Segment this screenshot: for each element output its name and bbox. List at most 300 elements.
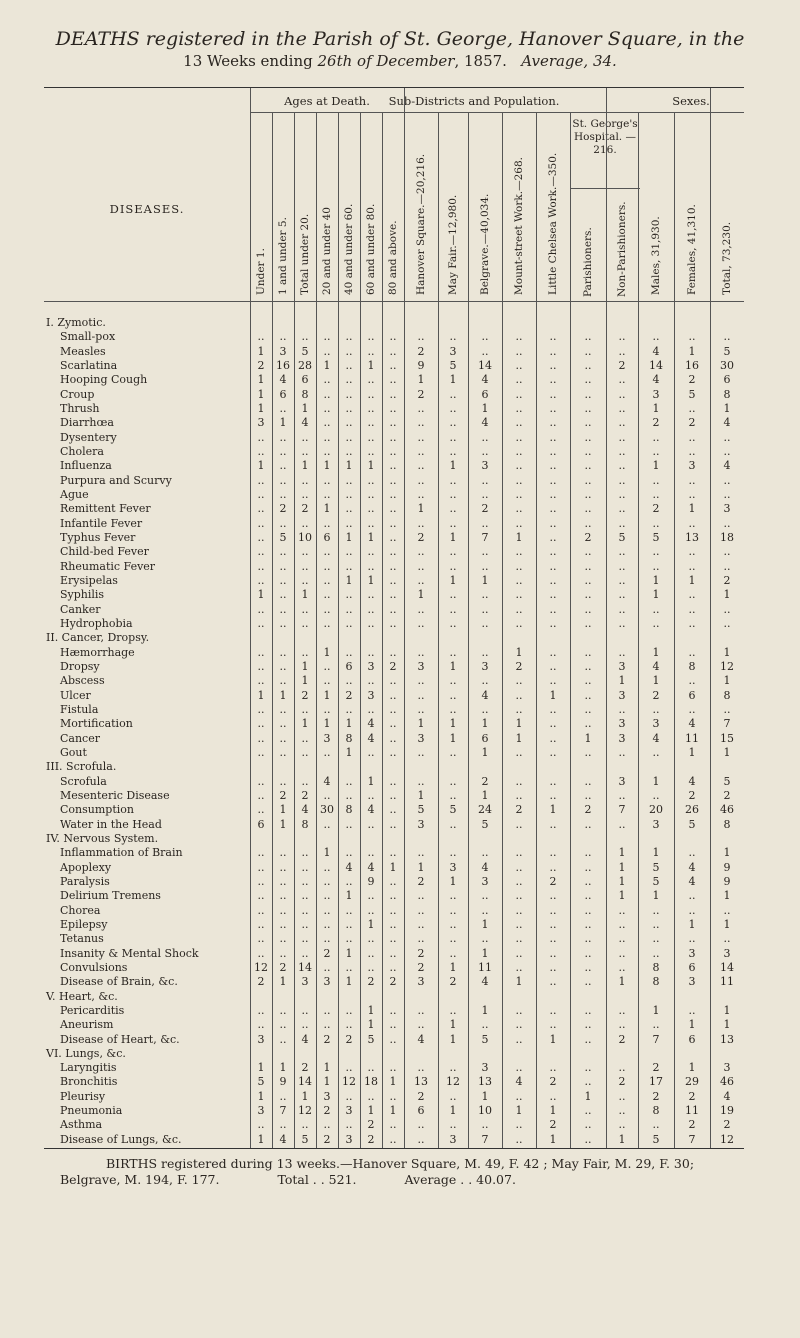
table-cell: .. (345, 1118, 353, 1132)
hospital-group-heading: St. George's Hospital. —216. (572, 118, 638, 156)
table-cell: 4 (688, 774, 696, 788)
table-cell: 3 (618, 731, 626, 745)
row-label: Disease of Heart, &c. (60, 1032, 180, 1046)
table-cell: .. (301, 1003, 309, 1017)
row-label: Inflammation of Brain (60, 846, 183, 860)
table-cell: .. (584, 903, 592, 917)
table-cell: 4 (723, 459, 731, 473)
table-cell: .. (688, 889, 696, 903)
births-belgrave: Belgrave, M. 194, F. 177. (60, 1172, 220, 1187)
table-cell: .. (688, 401, 696, 415)
table-cell: 3 (652, 387, 660, 401)
table-cell: 1 (279, 803, 287, 817)
table-cell: .. (584, 387, 592, 401)
table-cell: 5 (367, 1032, 375, 1046)
table-cell: .. (688, 545, 696, 559)
page-subtitle (0, 52, 800, 70)
table-cell: .. (367, 674, 375, 688)
table-cell: .. (481, 444, 489, 458)
table-cell: 2 (279, 502, 287, 516)
table-cell: .. (345, 917, 353, 931)
table-cell: .. (549, 373, 557, 387)
table-cell: 4 (652, 731, 660, 745)
table-cell: .. (345, 401, 353, 415)
table-cell: .. (688, 903, 696, 917)
table-cell: .. (449, 602, 457, 616)
table-cell: .. (549, 416, 557, 430)
table-cell: 3 (481, 874, 489, 888)
table-cell: 1 (449, 960, 457, 974)
table-cell: .. (257, 788, 265, 802)
table-cell: .. (515, 1089, 523, 1103)
table-cell: .. (618, 1104, 626, 1118)
table-cell: .. (345, 616, 353, 630)
table-cell: 1 (515, 717, 523, 731)
table-cell: 1 (301, 459, 309, 473)
table-cell: 4 (688, 717, 696, 731)
table-cell: .. (449, 903, 457, 917)
table-cell: .. (279, 645, 287, 659)
table-cell: .. (345, 588, 353, 602)
table-cell: 3 (417, 817, 425, 831)
table-cell: .. (389, 1118, 397, 1132)
table-cell: 4 (367, 717, 375, 731)
table-cell: .. (367, 960, 375, 974)
table-cell: 3 (345, 1132, 353, 1146)
table-cell: .. (389, 516, 397, 530)
table-cell: .. (367, 846, 375, 860)
table-cell: .. (301, 917, 309, 931)
table-cell: .. (279, 1003, 287, 1017)
table-cell: .. (515, 932, 523, 946)
row-label: Paralysis (60, 874, 110, 888)
table-cell: .. (584, 459, 592, 473)
table-cell: .. (257, 516, 265, 530)
table-cell: .. (389, 502, 397, 516)
table-cell: .. (345, 559, 353, 573)
table-cell: .. (449, 745, 457, 759)
table-cell: .. (515, 516, 523, 530)
table-cell: .. (301, 330, 309, 344)
table-cell: 1 (367, 1003, 375, 1017)
table-cell: .. (345, 817, 353, 831)
table-cell: .. (389, 330, 397, 344)
table-cell: .. (345, 645, 353, 659)
table-cell: 2 (345, 688, 353, 702)
table-cell: 1 (449, 530, 457, 544)
table-cell: .. (723, 616, 731, 630)
table-cell: .. (688, 487, 696, 501)
table-cell: 16 (685, 358, 699, 372)
table-cell: 9 (723, 860, 731, 874)
table-cell: .. (549, 330, 557, 344)
table-cell: .. (618, 917, 626, 931)
table-cell: .. (515, 502, 523, 516)
table-cell: .. (367, 903, 375, 917)
table-cell: 1 (618, 874, 626, 888)
table-cell: 3 (723, 502, 731, 516)
table-cell: 1 (367, 1104, 375, 1118)
table-cell: .. (481, 344, 489, 358)
table-cell: .. (345, 416, 353, 430)
row-label: Small-pox (60, 330, 116, 344)
table-cell: .. (257, 530, 265, 544)
table-cell: .. (323, 1118, 331, 1132)
table-cell: .. (515, 817, 523, 831)
table-cell: 1 (481, 788, 489, 802)
table-cell: .. (688, 602, 696, 616)
table-cell: 1 (367, 917, 375, 931)
table-cell: .. (584, 702, 592, 716)
table-cell: .. (389, 459, 397, 473)
table-cell: .. (449, 502, 457, 516)
table-cell: 1 (323, 846, 331, 860)
table-cell: .. (323, 516, 331, 530)
table-cell: 2 (549, 874, 557, 888)
table-cell: .. (389, 358, 397, 372)
table-cell: .. (257, 444, 265, 458)
row-label: Canker (60, 602, 101, 616)
table-cell: 2 (417, 960, 425, 974)
table-cell: 1 (323, 358, 331, 372)
table-cell: 1 (549, 1104, 557, 1118)
table-cell: 7 (618, 803, 626, 817)
table-cell: .. (515, 387, 523, 401)
table-cell: 1 (515, 645, 523, 659)
table-cell: .. (301, 774, 309, 788)
table-cell: 1 (723, 645, 731, 659)
table-cell: .. (481, 473, 489, 487)
table-cell: 4 (279, 1132, 287, 1146)
table-cell: .. (515, 917, 523, 931)
table-cell: 6 (723, 373, 731, 387)
table-cell: .. (323, 960, 331, 974)
table-cell: .. (323, 874, 331, 888)
table-cell: .. (449, 1089, 457, 1103)
table-cell: .. (417, 516, 425, 530)
row-label: Infantile Fever (60, 516, 143, 530)
table-cell: .. (584, 1061, 592, 1075)
table-cell: .. (345, 1089, 353, 1103)
table-cell: .. (481, 516, 489, 530)
table-cell: .. (257, 889, 265, 903)
table-cell: .. (549, 545, 557, 559)
table-cell: 8 (688, 659, 696, 673)
table-cell: .. (257, 1118, 265, 1132)
table-cell: 29 (685, 1075, 699, 1089)
table-cell: .. (449, 545, 457, 559)
table-cell: 2 (367, 1118, 375, 1132)
table-cell: .. (515, 344, 523, 358)
table-cell: .. (584, 659, 592, 673)
table-cell: .. (584, 430, 592, 444)
table-cell: 5 (449, 803, 457, 817)
table-cell: .. (389, 774, 397, 788)
table-cell: 1 (723, 889, 731, 903)
row-label: Child-bed Fever (60, 545, 149, 559)
table-cell: 3 (449, 860, 457, 874)
table-cell: .. (584, 674, 592, 688)
table-cell: .. (618, 1003, 626, 1017)
table-cell: 5 (279, 530, 287, 544)
table-cell: .. (549, 717, 557, 731)
table-cell: 9 (367, 874, 375, 888)
table-cell: 24 (478, 803, 492, 817)
table-cell: .. (688, 444, 696, 458)
table-cell: 4 (301, 1032, 309, 1046)
subtitle-period: 13 Weeks ending (183, 52, 313, 70)
table-cell: 2 (652, 502, 660, 516)
table-cell: 46 (720, 803, 734, 817)
table-cell: 1 (652, 889, 660, 903)
table-cell: .. (301, 573, 309, 587)
table-cell: .. (449, 588, 457, 602)
table-cell: .. (279, 545, 287, 559)
table-cell: .. (549, 573, 557, 587)
table-cell: 12 (342, 1075, 356, 1089)
table-cell: 1 (323, 717, 331, 731)
table-cell: .. (449, 387, 457, 401)
table-cell: .. (652, 602, 660, 616)
table-cell: 13 (478, 1075, 492, 1089)
table-cell: .. (618, 960, 626, 974)
table-cell: .. (723, 932, 731, 946)
table-cell: .. (652, 1118, 660, 1132)
table-cell: .. (549, 358, 557, 372)
table-cell: .. (584, 358, 592, 372)
table-cell: 6 (688, 688, 696, 702)
table-cell: .. (618, 1018, 626, 1032)
table-cell: .. (515, 444, 523, 458)
row-label: Scrofula (60, 774, 107, 788)
table-cell: .. (618, 516, 626, 530)
table-cell: .. (279, 459, 287, 473)
table-cell: .. (549, 516, 557, 530)
table-cell: .. (279, 602, 287, 616)
row-label: Measles (60, 344, 106, 358)
column-header: Males, 31,930. (650, 216, 662, 295)
table-cell: .. (449, 774, 457, 788)
column-header: Under 1. (255, 248, 267, 295)
table-cell: .. (449, 788, 457, 802)
table-cell: .. (301, 1118, 309, 1132)
table-cell: 1 (257, 387, 265, 401)
table-cell: 7 (481, 530, 489, 544)
table-cell: .. (345, 1003, 353, 1017)
table-cell: .. (279, 1032, 287, 1046)
table-cell: 3 (367, 659, 375, 673)
column-header: 80 and above. (387, 220, 399, 295)
table-cell: .. (723, 702, 731, 716)
table-cell: .. (257, 430, 265, 444)
table-cell: .. (652, 444, 660, 458)
row-label: I. Zymotic. (46, 316, 106, 329)
table-cell: .. (584, 688, 592, 702)
table-cell: .. (389, 946, 397, 960)
row-label: Bronchitis (60, 1075, 118, 1089)
table-cell: .. (417, 1061, 425, 1075)
table-cell: .. (449, 559, 457, 573)
table-cell: 1 (449, 459, 457, 473)
table-cell: .. (481, 430, 489, 444)
table-cell: 1 (345, 745, 353, 759)
table-cell: .. (449, 946, 457, 960)
table-cell: 2 (688, 1089, 696, 1103)
table-cell: .. (549, 817, 557, 831)
table-cell: .. (345, 473, 353, 487)
table-cell: 1 (515, 1104, 523, 1118)
table-cell: 1 (301, 717, 309, 731)
table-cell: .. (618, 430, 626, 444)
table-cell: .. (549, 659, 557, 673)
table-cell: 14 (298, 960, 312, 974)
table-cell: 2 (417, 344, 425, 358)
table-cell: .. (417, 1018, 425, 1032)
table-cell: .. (584, 946, 592, 960)
table-cell: 1 (549, 1132, 557, 1146)
table-cell: 12 (446, 1075, 460, 1089)
table-cell: 6 (481, 731, 489, 745)
table-cell: .. (417, 330, 425, 344)
table-cell: .. (257, 932, 265, 946)
table-cell: 1 (723, 1018, 731, 1032)
table-cell: .. (688, 588, 696, 602)
row-label: Water in the Head (60, 817, 162, 831)
table-cell: 1 (449, 1018, 457, 1032)
table-cell: 2 (301, 502, 309, 516)
table-cell: 7 (652, 1032, 660, 1046)
table-cell: 1 (257, 588, 265, 602)
table-cell: .. (515, 674, 523, 688)
table-cell: 3 (257, 416, 265, 430)
table-cell: .. (584, 573, 592, 587)
table-cell: 1 (723, 1003, 731, 1017)
table-cell: .. (549, 602, 557, 616)
row-label: Dropsy (60, 659, 100, 673)
table-cell: 4 (367, 803, 375, 817)
table-cell: .. (549, 616, 557, 630)
table-cell: 3 (688, 459, 696, 473)
table-cell: 8 (345, 803, 353, 817)
table-cell: 1 (652, 1003, 660, 1017)
table-cell: 3 (323, 975, 331, 989)
table-cell: .. (481, 1118, 489, 1132)
table-cell: .. (549, 1018, 557, 1032)
table-cell: 2 (618, 1032, 626, 1046)
table-cell: 1 (723, 745, 731, 759)
table-cell: 3 (279, 344, 287, 358)
table-cell: 1 (449, 717, 457, 731)
table-cell: .. (367, 702, 375, 716)
table-cell: .. (549, 473, 557, 487)
table-cell: .. (257, 903, 265, 917)
table-cell: .. (279, 745, 287, 759)
table-cell: .. (345, 702, 353, 716)
table-cell: 13 (685, 530, 699, 544)
table-cell: .. (417, 1118, 425, 1132)
table-cell: .. (515, 430, 523, 444)
table-cell: .. (389, 745, 397, 759)
table-cell: 6 (301, 373, 309, 387)
table-cell: .. (618, 903, 626, 917)
table-cell: 4 (652, 659, 660, 673)
table-cell: 1 (417, 373, 425, 387)
table-cell: .. (389, 602, 397, 616)
table-cell: 1 (449, 659, 457, 673)
table-cell: .. (367, 1089, 375, 1103)
table-cell: 3 (323, 1089, 331, 1103)
table-cell: .. (367, 616, 375, 630)
table-cell: 1 (301, 1089, 309, 1103)
table-cell: 8 (652, 975, 660, 989)
column-header: Total, 73,230. (721, 221, 733, 295)
table-cell: .. (257, 659, 265, 673)
table-cell: .. (515, 1061, 523, 1075)
table-cell: 1 (257, 1089, 265, 1103)
table-cell: .. (618, 559, 626, 573)
table-cell: .. (515, 473, 523, 487)
table-cell: .. (345, 846, 353, 860)
table-cell: .. (257, 731, 265, 745)
table-cell: 4 (481, 373, 489, 387)
table-cell: .. (549, 745, 557, 759)
table-cell: .. (417, 401, 425, 415)
table-cell: .. (257, 645, 265, 659)
table-cell: .. (652, 545, 660, 559)
table-cell: 1 (345, 717, 353, 731)
row-label: Tetanus (60, 932, 104, 946)
table-cell: .. (549, 1003, 557, 1017)
table-cell: .. (549, 860, 557, 874)
table-cell: 4 (515, 1075, 523, 1089)
table-cell: 1 (481, 1003, 489, 1017)
header-rule (250, 112, 744, 113)
table-cell: .. (345, 1061, 353, 1075)
table-cell: .. (549, 774, 557, 788)
table-cell: .. (345, 1018, 353, 1032)
table-cell: .. (549, 588, 557, 602)
table-cell: .. (549, 459, 557, 473)
table-cell: .. (515, 702, 523, 716)
table-cell: .. (417, 702, 425, 716)
births-average: Average . . 40.07. (404, 1172, 516, 1187)
table-cell: 8 (723, 688, 731, 702)
table-cell: .. (417, 674, 425, 688)
table-cell: 1 (279, 817, 287, 831)
table-cell: .. (323, 659, 331, 673)
table-cell: .. (279, 774, 287, 788)
table-cell: .. (584, 559, 592, 573)
table-cell: .. (389, 917, 397, 931)
table-cell: 4 (301, 803, 309, 817)
table-cell: .. (652, 1018, 660, 1032)
table-cell: .. (652, 932, 660, 946)
table-cell: .. (323, 373, 331, 387)
table-cell: 30 (720, 358, 734, 372)
table-cell: .. (257, 946, 265, 960)
row-label: Scarlatina (60, 358, 118, 372)
table-cell: 1 (301, 588, 309, 602)
table-cell: .. (345, 387, 353, 401)
table-cell: .. (449, 817, 457, 831)
table-cell: 2 (584, 803, 592, 817)
table-cell: .. (584, 889, 592, 903)
table-cell: .. (323, 860, 331, 874)
row-label: Hæmorrhage (60, 645, 135, 659)
table-cell: .. (549, 487, 557, 501)
table-cell: .. (257, 846, 265, 860)
table-cell: .. (323, 473, 331, 487)
